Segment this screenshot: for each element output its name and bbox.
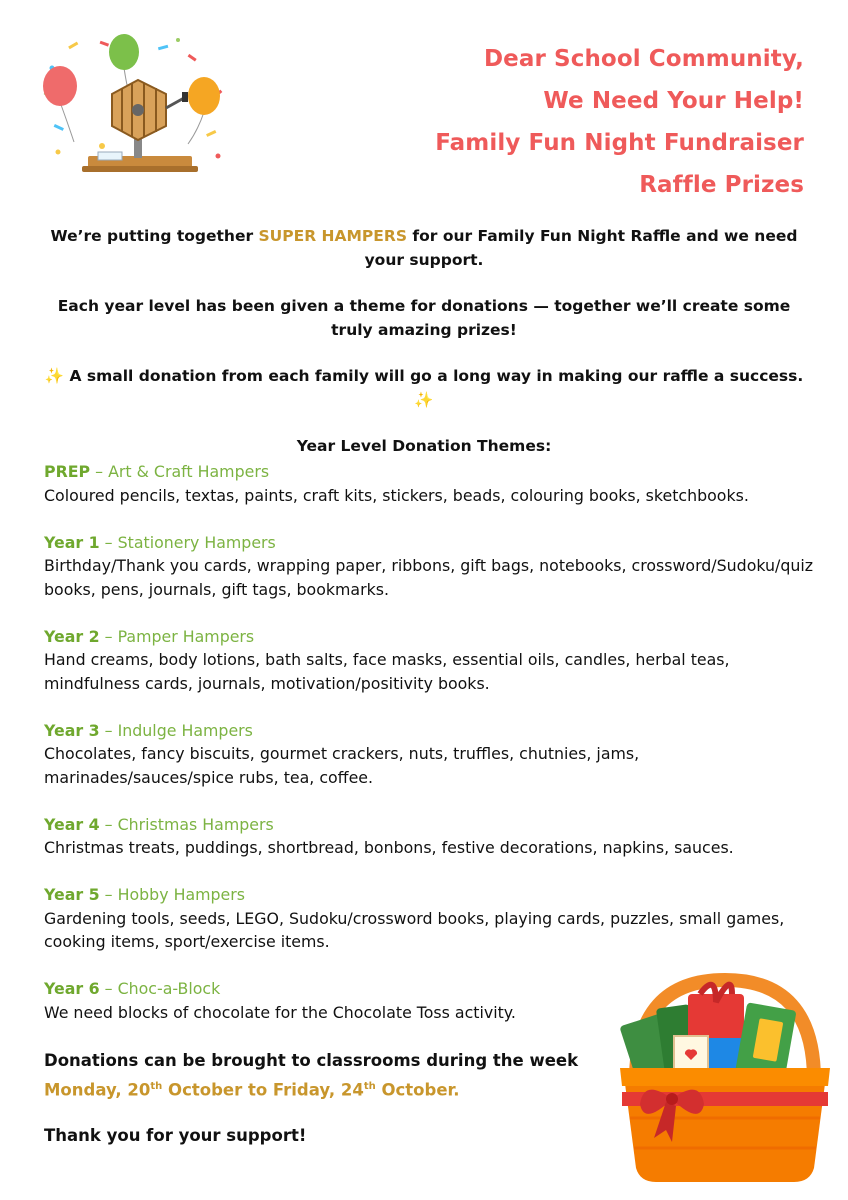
theme-items: Christmas treats, puddings, shortbread, bonbons, festive decorations, napkins, sauces. xyxy=(44,838,734,857)
hamper-basket-illustration xyxy=(614,968,836,1190)
theme-items: Chocolates, fancy biscuits, gourmet crackers, nuts, truffles, chutnies, jams, marinades/sauces/spice rubs, tea, coffee. xyxy=(44,744,640,787)
theme-items: Hand creams, body lotions, bath salts, face masks, essential oils, candles, herbal teas, mindfulness cards, journals, motivation/positivity books. xyxy=(44,650,730,693)
thank-you-text: Thank you for your support! xyxy=(44,1126,307,1145)
themes-title: Year Level Donation Themes: xyxy=(296,437,552,455)
theme-name: – Christmas Hampers xyxy=(99,814,274,834)
super-hampers-highlight: SUPER HAMPERS xyxy=(258,227,407,245)
donation-line: Donations can be brought to classrooms during the week xyxy=(44,1051,579,1070)
theme-level: PREP xyxy=(44,462,91,481)
sparkle-icon: ✨ xyxy=(44,367,65,385)
raffle-drum-icon xyxy=(112,80,188,140)
theme-items: Gardening tools, seeds, LEGO, Sudoku/crossword books, playing cards, puzzles, small games, cooking items, sport/exercise items. xyxy=(44,908,785,951)
intro-section xyxy=(40,224,808,458)
gift-basket-icon xyxy=(619,980,830,1182)
date-month: October. xyxy=(375,1080,460,1100)
donation-text: A small donation from each family will go a long way in making our raffle a success. xyxy=(69,367,804,385)
theme-items: Birthday/Thank you cards, wrapping paper, ribbons, gift bags, notebooks, crossword/Sudoku/quiz books, pens, journals, gift tags, bookmarks. xyxy=(44,556,814,599)
theme-level: Year 5 xyxy=(44,885,100,904)
theme-level: Year 2 xyxy=(44,626,100,646)
theme-name: – Choc-a-Block xyxy=(99,979,221,998)
theme-level: Year 1 xyxy=(44,532,100,552)
themes-list xyxy=(44,460,814,1048)
date-end-suffix: th xyxy=(363,1081,376,1092)
theme-name: – Stationery Hampers xyxy=(99,532,276,552)
intro-paragraph-themes: Each year level has been given a theme for donations — together we’ll create some truly amazing prizes! xyxy=(57,297,791,339)
theme-level: Year 6 xyxy=(44,979,100,998)
theme-heading xyxy=(44,460,814,484)
raffle-drum-balloons-illustration xyxy=(38,34,228,184)
date-start-suffix: th xyxy=(150,1081,163,1092)
heading-line-event: Family Fun Night Fundraiser xyxy=(435,130,804,156)
intro-paragraph-hampers xyxy=(40,224,808,272)
theme-heading xyxy=(44,531,814,555)
theme-items: We need blocks of chocolate for the Chocolate Toss activity. xyxy=(44,1002,516,1022)
donation-dates xyxy=(44,1074,578,1104)
theme-name: – Art & Craft Hampers xyxy=(90,462,270,481)
intro-paragraph-donation xyxy=(40,364,808,412)
theme-year-2 xyxy=(44,625,814,696)
theme-heading xyxy=(44,813,814,837)
theme-name: – Pamper Hampers xyxy=(99,626,255,646)
theme-year-1 xyxy=(44,531,814,602)
date-end: October to Friday, 24 xyxy=(162,1080,364,1100)
theme-name: – Hobby Hampers xyxy=(99,885,245,904)
sparkle-icon: ✨ xyxy=(414,391,434,409)
theme-heading xyxy=(44,883,814,907)
theme-prep xyxy=(44,460,814,507)
intro-text-rest: for our Family Fun Night Raffle and we need your support. xyxy=(364,227,798,269)
theme-name: – Indulge Hampers xyxy=(99,720,253,740)
theme-items: Coloured pencils, textas, paints, craft kits, stickers, beads, colouring books, sketchbooks. xyxy=(44,485,749,505)
heading-line-help: We Need Your Help! xyxy=(543,88,804,114)
intro-text: We’re putting together xyxy=(50,227,254,245)
theme-level: Year 3 xyxy=(44,720,100,740)
flyer-heading xyxy=(435,38,804,206)
theme-heading xyxy=(44,625,814,649)
theme-heading xyxy=(44,719,814,743)
heading-line-greeting: Dear School Community, xyxy=(483,46,804,72)
theme-year-4 xyxy=(44,813,814,860)
theme-year-5 xyxy=(44,883,814,954)
date-start: Monday, 20 xyxy=(44,1080,151,1100)
heading-line-raffle: Raffle Prizes xyxy=(639,172,804,198)
theme-level: Year 4 xyxy=(44,814,100,834)
theme-year-3 xyxy=(44,719,814,790)
donation-info xyxy=(44,1048,578,1104)
